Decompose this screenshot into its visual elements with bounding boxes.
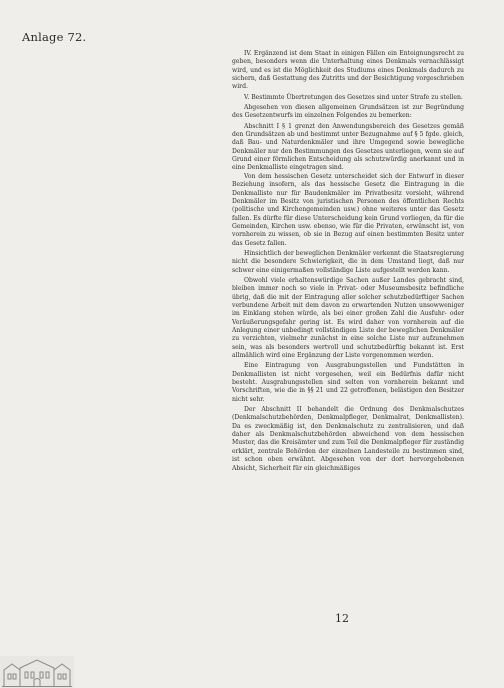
paragraph-1: IV. Ergänzend ist dem Staat in einigen Fällen ein Enteignungsrecht zu geben, besonders wenn die Unterhaltung eines Denkmals vernachlässigt wird, und es ist die Möglichkeit des Studiums eines Denkmals dadurch zu sichern, daß Gestattung des Zutritts und der Besichtigung vorgeschrieben wird. [232,50,464,91]
appendix-label: Anlage 72. [22,30,87,44]
paragraph-2: V. Bestimmte Übertretungen des Gesetzes sind unter Strafe zu stellen. [244,93,463,101]
paragraph-9: Der Abschnitt II behandelt die Ordnung des Denkmalschutzes (Denkmalschutzbehörden, Denkmalpfleger, Denkmalrat, Denkmallisten). Da es zweckmäßig ist, den Denkmalschutz zu zentralisieren, und daß daher als Denkmalschutzbehörden abweichend von dem hessischen Muster, das die Kreisämter und zum Teil die Denkmalpfleger für zuständig erklärt, zentrale Behörden der einzelnen Landesteile zu bestimmen sind, ist schon oben erwähnt. Abgesehen von der dort hervorgehobenen Absicht, Sicherheit für ein gleichmäßiges [232,406,464,472]
paragraph-5: Von dem hessischen Gesetz unterscheidet sich der Entwurf in dieser Beziehung insofern, als das hessische Gesetz die Eintragung in die Denkmalliste nur für Baudenkmäler im Privatbesitz vorsieht, während Denkmäler im Besitz von juristischen Personen des öffentlichen Rechts (politische und Kirchengemeinden usw.) ohne weiteres unter das Gesetz fallen. Es dürfte für diese Unterscheidung kein Grund vorliegen, da für die Gemeinden, Kirchen usw. ebenso, wie für die Privaten, erwünscht ist, von vornherein zu wissen, ob sie in Bezug auf einen bestimmten Besitz unter das Gesetz fallen. [232,172,464,247]
paragraph-8: Eine Eintragung von Ausgrabungsstellen und Fundstätten in Denkmallisten ist nicht vorgesehen, weil ein Bedürfnis dafür nicht besteht. Ausgrabungsstellen sind selten von vornherein bekannt und Vorschriften, wie die in §§ 21 und 22 getroffenen, belästigen den Besitzer nicht sehr. [232,362,464,403]
paragraph-6: Hinsichtlich der beweglichen Denkmäler verkennt die Staatsregierung nicht die besondere Schwierigkeit, die in dem Umstand liegt, daß nur schwer eine einigermaßen vollständige Liste aufgestellt werden kann. [232,249,464,274]
paragraph-4: Abschnitt I § 1 grenzt den Anwendungsbereich des Gesetzes gemäß den Grundsätzen ab und bestimmt unter Bezugnahme auf § 5 fgde. gleich, daß Bau- und Naturdenkmäler und ihre Umgegend sowie bewegliche Denkmäler nur den Bestimmungen des Gesetzes unterliegen, wenn sie auf Grund einer förmlichen Entscheidung als schutzwürdig anerkannt und in eine Denkmalliste eingetragen sind. [232,122,464,172]
page-number: 12 [335,612,349,625]
paragraph-3: Abgesehen von diesen allgemeinen Grundsätzen ist zur Begründung des Gesetzentwurfs im einzelnen Folgendes zu bemerken: [232,104,464,120]
library-building-logo [0,656,74,688]
body-text [232,50,464,473]
paragraph-7: Obwohl viele erhaltenswürdige Sachen außer Landes gebracht sind, bleiben immer noch so viele in Privat- oder Museumsbesitz befindliche übrig, daß die mit der Eintragung aller solcher schutzbedürftiger Sachen verbundene Arbeit mit dem davon zu erwartenden Nutzen unsowweniger im Einklang stehen würde, als bei einer großen Zahl die Ausfuhr- oder Veräußerungsgefahr gering ist. Es wird daher von vornherein auf die Anlegung einer unbedingt vollständigen Liste der beweglichen Denkmäler zu verzichten, vielmehr zunächst in eine solche Liste nur aufzunehmen sein, was als besonders wertvoll und schutzbedürftig bekannt ist. Erst allmählich wird eine Ergänzung der Liste vorgenommen werden. [232,276,464,360]
